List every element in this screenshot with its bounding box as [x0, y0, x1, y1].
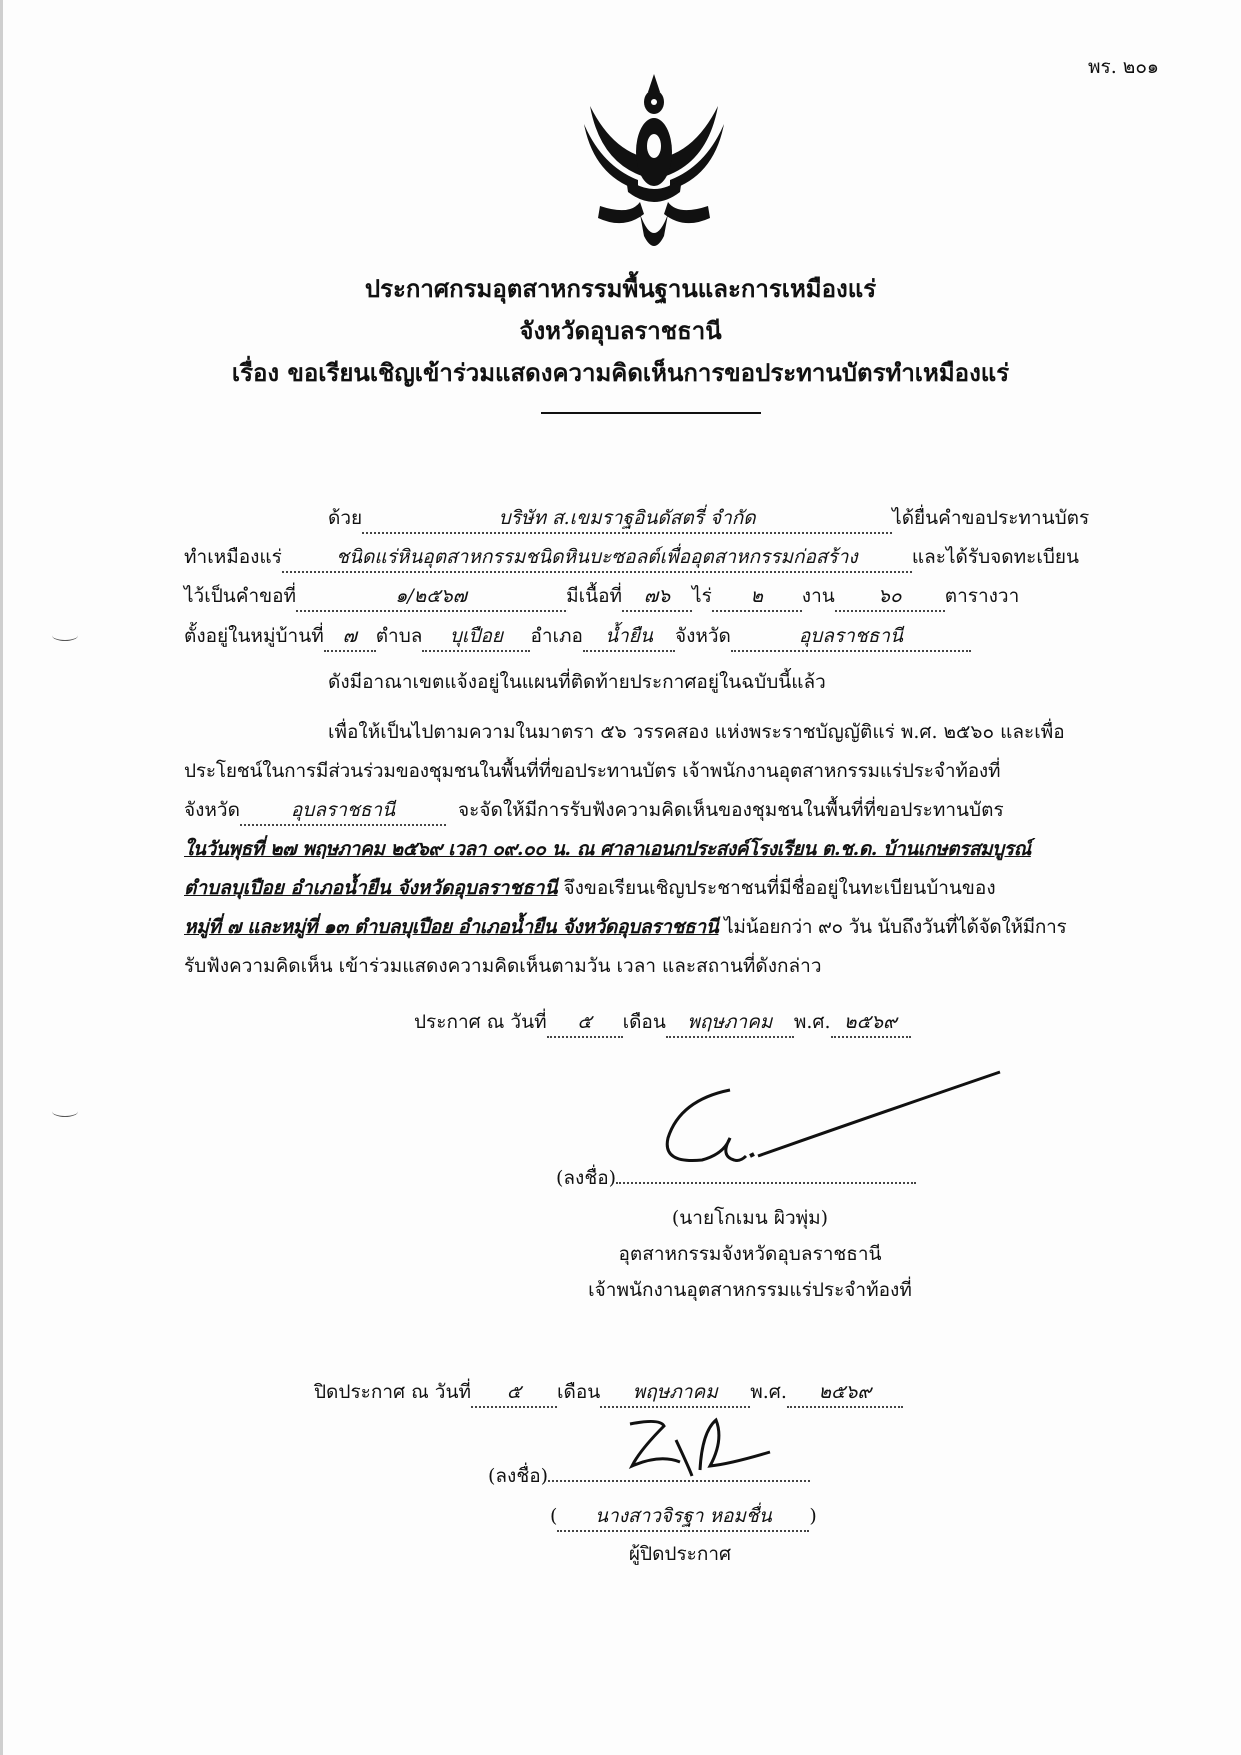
- garuda-emblem-icon: [580, 66, 728, 254]
- application-line-4: [184, 622, 971, 652]
- province-field: อุบลราชธานี: [731, 622, 971, 652]
- posting-year: ๒๕๖๙: [787, 1378, 903, 1408]
- signature-2-field: [548, 1480, 810, 1482]
- hearing-residency: ไม่น้อยกว่า ๙๐ วัน นับถึงวันที่ได้จัดให้มีการ: [718, 916, 1067, 938]
- hearing-line-7: รับฟังความคิดเห็น เข้าร่วมแสดงความคิดเห็นตามวัน เวลา และสถานที่ดังกล่าว: [184, 955, 822, 977]
- form-code: พร. ๒๐๑: [1088, 56, 1159, 78]
- company-prefix: ด้วย: [328, 507, 363, 529]
- hearing-line-5: [184, 874, 996, 902]
- application-line-2: [184, 543, 1079, 573]
- posting-day: ๕: [471, 1378, 557, 1408]
- posting-year-label: พ.ศ.: [750, 1381, 787, 1403]
- announce-day: ๕: [547, 1008, 623, 1038]
- hearing-line-3: [184, 796, 1004, 826]
- title-line-2: จังหวัดอุบลราชธานี: [519, 316, 722, 345]
- village-prefix: ตั้งอยู่ในหมู่บ้านที่: [184, 625, 324, 647]
- title-divider: [541, 412, 761, 414]
- signatory-2-name: นางสาวจิรฐา หอมชื่น: [557, 1502, 809, 1532]
- hearing-location: ตำบลบุเปือย อำเภอน้ำยืน จังหวัดอุบลราชธานี: [184, 877, 558, 899]
- hearing-invite: จึงขอเรียนเชิญประชาชนที่มีชื่ออยู่ในทะเบียนบ้านของ: [557, 877, 996, 899]
- village-no-field: ๗: [324, 622, 376, 652]
- announce-month-label: เดือน: [622, 1011, 666, 1033]
- announce-year: ๒๕๖๙: [831, 1008, 911, 1038]
- name-open-paren: (: [550, 1505, 558, 1527]
- title-block: [0, 268, 1241, 394]
- name-close-paren: ): [809, 1505, 817, 1527]
- posting-month: พฤษภาคม: [600, 1378, 750, 1408]
- mineral-type-field: ชนิดแร่หินอุตสาหกรรมชนิดหินบะซอลต์เพื่ออุตสาหกรรมก่อสร้าง: [282, 543, 912, 573]
- page-edge: [0, 0, 3, 1755]
- sign-label-2: (ลงชื่อ): [488, 1465, 549, 1487]
- title-line-1: ประกาศกรมอุตสาหกรรมพื้นฐานและการเหมืองแร่: [364, 274, 877, 303]
- area-label: มีเนื้อที่: [566, 585, 623, 607]
- punch-mark: [52, 1106, 78, 1117]
- rai-field: ๗๖: [622, 582, 692, 612]
- hearing-line-6: [184, 913, 1066, 941]
- signatory-1-position-2: เจ้าพนักงานอุตสาหกรรมแร่ประจำท้องที่: [588, 1279, 912, 1301]
- signatory-2-role: ผู้ปิดประกาศ: [628, 1543, 732, 1565]
- mineral-prefix: ทำเหมืองแร่: [184, 546, 282, 568]
- signatory-2-name-line: [550, 1502, 817, 1532]
- announce-month: พฤษภาคม: [666, 1008, 794, 1038]
- request-number-field: ๑/๒๕๖๗: [296, 582, 566, 612]
- application-line-3: [184, 582, 1019, 612]
- signature-1-line: [556, 1164, 916, 1192]
- application-line-1: [328, 504, 1089, 534]
- hearing-line-2: ประโยชน์ในการมีส่วนร่วมของชุมชนในพื้นที่ที่ขอประทานบัตร เจ้าพนักงานอุตสาหกรรมแร่ประจำท้องที่: [184, 760, 1001, 782]
- map-note: ดังมีอาณาเขตแจ้งอยู่ในแผนที่ติดท้ายประกาศอยู่ในฉบับนี้แล้ว: [328, 671, 826, 693]
- rai-label: ไร่: [692, 585, 712, 607]
- punch-mark: [52, 630, 78, 641]
- sign-label-1: (ลงชื่อ): [556, 1167, 617, 1189]
- hearing-line-1: เพื่อให้เป็นไปตามความในมาตรา ๕๖ วรรคสอง แห่งพระราชบัญญัติแร่ พ.ศ. ๒๕๖๐ และเพื่อ: [328, 721, 1065, 743]
- district-label: อำเภอ: [530, 625, 583, 647]
- company-field: บริษัท ส.เขมราฐอินดัสตรี่ จำกัด: [362, 504, 892, 534]
- district-field: น้ำยืน: [583, 622, 675, 652]
- request-prefix: ไว้เป็นคำขอที่: [184, 585, 297, 607]
- company-suffix: ได้ยื่นคำขอประทานบัตร: [892, 507, 1090, 529]
- province-label: จังหวัด: [674, 625, 731, 647]
- announce-label: ประกาศ ณ วันที่: [414, 1011, 547, 1033]
- hearing-province-suffix: จะจัดให้มีการรับฟังความคิดเห็นของชุมชนในพื้นที่ที่ขอประทานบัตร: [458, 799, 1004, 821]
- ngan-field: ๒: [712, 582, 802, 612]
- title-line-3: เรื่อง ขอเรียนเชิญเข้าร่วมแสดงความคิดเห็นการขอประทานบัตรทำเหมืองแร่: [231, 358, 1010, 387]
- wa-label: ตารางวา: [944, 585, 1020, 607]
- signatory-1-position-1: อุตสาหกรรมจังหวัดอุบลราชธานี: [618, 1243, 882, 1265]
- mineral-suffix: และได้รับจดทะเบียน: [911, 546, 1080, 568]
- signature-1: [660, 1060, 1020, 1170]
- announce-date-line: [414, 1008, 911, 1038]
- hearing-villages: หมู่ที่ ๗ และหมู่ที่ ๑๓ ตำบลบุเปือย อำเภอน้ำยืน จังหวัดอุบลราชธานี: [184, 916, 719, 938]
- posting-date-line: [314, 1378, 903, 1408]
- ngan-label: งาน: [801, 585, 835, 607]
- signature-2-line: [488, 1462, 810, 1490]
- wa-field: ๖๐: [835, 582, 945, 612]
- posting-month-label: เดือน: [557, 1381, 601, 1403]
- subdistrict-label: ตำบล: [375, 625, 423, 647]
- hearing-province-prefix: จังหวัด: [184, 799, 240, 821]
- announce-year-label: พ.ศ.: [793, 1011, 831, 1033]
- signature-1-field: [616, 1182, 916, 1184]
- signatory-1-name: (นายโกเมน ผิวพุ่ม): [671, 1207, 829, 1229]
- subdistrict-field: บุเปือย: [422, 622, 530, 652]
- hearing-province-field: อุบลราชธานี: [240, 796, 446, 826]
- posting-label: ปิดประกาศ ณ วันที่: [314, 1381, 471, 1403]
- hearing-date-place: ในวันพุธที่ ๒๗ พฤษภาคม ๒๕๖๙ เวลา ๐๙.๐๐ น. ณ ศาลาเอนกประสงค์โรงเรียน ต.ช.ด. บ้านเกษตรสมบูรณ์: [184, 838, 1031, 860]
